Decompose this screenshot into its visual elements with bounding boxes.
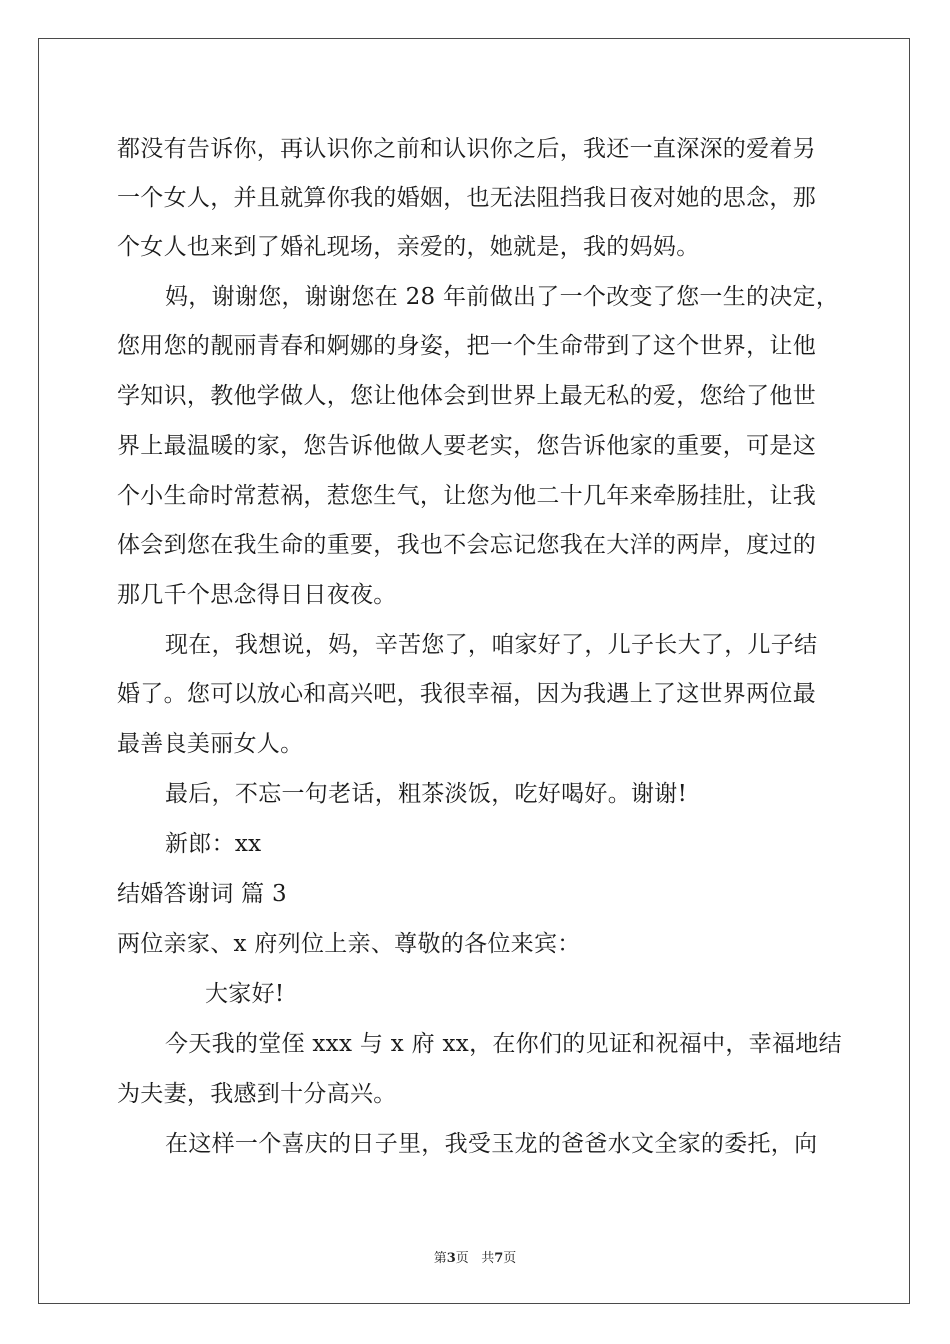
paragraph-line: 现在，我想说，妈，辛苦您了，咱家好了，儿子长大了，儿子结: [165, 632, 818, 658]
total-pages: 7: [494, 1251, 504, 1266]
paragraph-line: 今天我的堂侄 xxx 与 x 府 xx，在你们的见证和祝福中，幸福地结: [165, 1031, 842, 1057]
paragraph-line: 最善良美丽女人。: [117, 731, 304, 757]
paragraph-line: 界上最温暖的家，您告诉他做人要老实，您告诉他家的重要，可是这: [117, 433, 816, 459]
signature-line: 新郎：xx: [165, 831, 262, 857]
total-prefix: 共: [481, 1251, 495, 1266]
page-footer: [0, 1247, 950, 1266]
salutation-line: 两位亲家、x 府列位上亲、尊敬的各位来宾：: [117, 931, 581, 957]
paragraph-line: 学知识，教他学做人，您让他体会到世界上最无私的爱，您给了他世: [117, 383, 816, 409]
paragraph-line: 个女人也来到了婚礼现场，亲爱的，她就是，我的妈妈。: [117, 234, 700, 260]
paragraph-line: 为夫妻，我感到十分高兴。: [117, 1081, 397, 1107]
paragraph-line: 最后，不忘一句老话，粗茶淡饭，吃好喝好。谢谢!: [165, 781, 688, 807]
page-number: 3: [446, 1251, 456, 1266]
greeting-line: 大家好!: [205, 981, 285, 1007]
paragraph-line: 在这样一个喜庆的日子里，我受玉龙的爸爸水文全家的委托，向: [165, 1131, 818, 1157]
page-suffix: 页: [455, 1251, 469, 1266]
paragraph-line: 个小生命时常惹祸，惹您生气，让您为他二十几年来牵肠挂肚，让我: [117, 483, 816, 509]
section-heading: 结婚答谢词 篇 3: [117, 881, 287, 907]
paragraph-line: 妈，谢谢您，谢谢您在 28 年前做出了一个改变了您一生的决定，: [165, 284, 840, 310]
page-prefix: 第: [433, 1251, 447, 1266]
total-suffix: 页: [503, 1251, 517, 1266]
paragraph-line: 都没有告诉你，再认识你之前和认识你之后，我还一直深深的爱着另: [117, 136, 816, 162]
paragraph-line: 体会到您在我生命的重要，我也不会忘记您我在大洋的两岸，度过的: [117, 532, 816, 558]
paragraph-line: 一个女人，并且就算你我的婚姻，也无法阻挡我日夜对她的思念，那: [117, 185, 816, 211]
paragraph-line: 婚了。您可以放心和高兴吧，我很幸福，因为我遇上了这世界两位最: [117, 681, 816, 707]
page-border: [38, 38, 910, 1304]
paragraph-line: 您用您的靓丽青春和婀娜的身姿，把一个生命带到了这个世界，让他: [117, 333, 816, 359]
paragraph-line: 那几千个思念得日日夜夜。: [117, 582, 397, 608]
